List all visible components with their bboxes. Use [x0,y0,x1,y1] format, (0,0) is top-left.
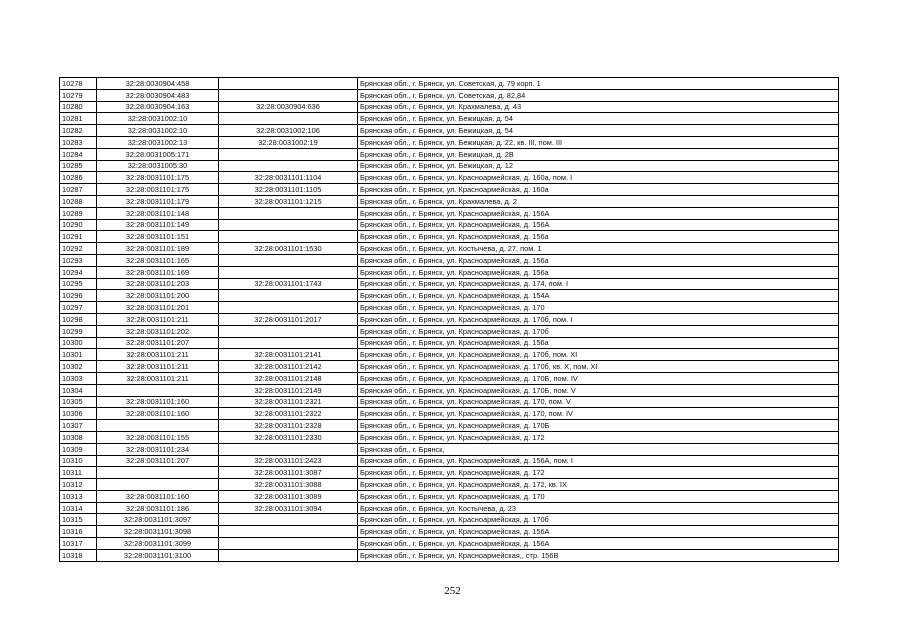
table-row [60,420,839,432]
row-number-cell: 10302 [60,361,97,373]
parcel-cadastral-cell: 32:28:0031101:3100 [97,549,219,561]
row-number-cell: 10309 [60,443,97,455]
parcel-cadastral-cell: 32:28:0031101:3098 [97,526,219,538]
parcel-cadastral-cell [97,467,219,479]
row-number-cell: 10316 [60,526,97,538]
table-row [60,479,839,491]
address-cell: Брянская обл., г. Брянск, ул. Советская, д. 79 корп. 1 [358,78,839,90]
parcel-cadastral-cell: 32:28:0031101:201 [97,302,219,314]
object-cadastral-cell [219,302,358,314]
address-cell: Брянская обл., г. Брянск, ул. Красноармейская, д. 156а [358,337,839,349]
object-cadastral-cell: 32:28:0031101:3094 [219,502,358,514]
address-cell: Брянская обл., г. Брянск, ул. Костычева, д. 23 [358,502,839,514]
table-row [60,278,839,290]
address-cell: Брянская обл., г. Брянск, ул. Бежицкая, д. 54 [358,125,839,137]
address-cell: Брянская обл., г. Брянск, ул. Красноармейская, д. 170 [358,302,839,314]
table-row [60,526,839,538]
parcel-cadastral-cell: 32:28:0030904:458 [97,78,219,90]
row-number-cell: 10290 [60,219,97,231]
table-row [60,136,839,148]
table-row [60,443,839,455]
object-cadastral-cell [219,337,358,349]
object-cadastral-cell: 32:28:0031101:2322 [219,408,358,420]
address-cell: Брянская обл., г. Брянск, ул. Красноармейская, д. 170б, пом. XI [358,349,839,361]
parcel-cadastral-cell: 32:28:0031002:13 [97,136,219,148]
address-cell: Брянская обл., г. Брянск, ул. Красноармейская, д. 170б [358,514,839,526]
table-row [60,349,839,361]
row-number-cell: 10278 [60,78,97,90]
object-cadastral-cell [219,78,358,90]
row-number-cell: 10306 [60,408,97,420]
object-cadastral-cell: 32:28:0031101:3089 [219,490,358,502]
address-cell: Брянская обл., г. Брянск, ул. Красноармейская, д. 160а [358,184,839,196]
row-number-cell: 10304 [60,384,97,396]
table-row [60,538,839,550]
parcel-cadastral-cell [97,384,219,396]
address-cell: Брянская обл., г. Брянск, ул. Крахмалева, д. 2 [358,195,839,207]
object-cadastral-cell [219,266,358,278]
table-row [60,290,839,302]
object-cadastral-cell [219,207,358,219]
parcel-cadastral-cell: 32:28:0031101:160 [97,408,219,420]
parcel-cadastral-cell: 32:28:0030904:163 [97,101,219,113]
row-number-cell: 10281 [60,113,97,125]
address-cell: Брянская обл., г. Брянск, ул. Красноармейская, д. 174, пом. I [358,278,839,290]
row-number-cell: 10289 [60,207,97,219]
table-row [60,148,839,160]
address-cell: Брянская обл., г. Брянск, ул. Красноармейская, д. 170Б, пом. V [358,384,839,396]
address-cell: Брянская обл., г. Брянск, ул. Красноармейская, д. 156А [358,207,839,219]
row-number-cell: 10292 [60,243,97,255]
parcel-cadastral-cell: 32:28:0031101:211 [97,349,219,361]
address-cell: Брянская обл., г. Брянск, ул. Красноармейская, д. 170, пом. IV [358,408,839,420]
table-row [60,78,839,90]
row-number-cell: 10282 [60,125,97,137]
parcel-cadastral-cell: 32:28:0031101:202 [97,325,219,337]
object-cadastral-cell: 32:28:0031101:2142 [219,361,358,373]
object-cadastral-cell: 32:28:0031101:2149 [219,384,358,396]
address-cell: Брянская обл., г. Брянск, ул. Красноармейская, д. 170б, кв. X, пом. XI [358,361,839,373]
object-cadastral-cell [219,231,358,243]
object-cadastral-cell: 32:28:0031101:2141 [219,349,358,361]
table-row [60,160,839,172]
table-row [60,384,839,396]
address-cell: Брянская обл., г. Брянск, ул. Красноармейская, д. 156А, пом. I [358,455,839,467]
object-cadastral-cell: 32:28:0030904:636 [219,101,358,113]
row-number-cell: 10291 [60,231,97,243]
row-number-cell: 10318 [60,549,97,561]
table-row [60,219,839,231]
table-row [60,431,839,443]
parcel-cadastral-cell: 32:28:0031101:179 [97,195,219,207]
object-cadastral-cell: 32:28:0031101:3087 [219,467,358,479]
row-number-cell: 10317 [60,538,97,550]
object-cadastral-cell: 32:28:0031101:1104 [219,172,358,184]
parcel-cadastral-cell [97,479,219,491]
address-cell: Брянская обл., г. Брянск, ул. Красноармейская, д. 170, пом. V [358,396,839,408]
address-cell: Брянская обл., г. Брянск, ул. Красноармейская, д. 170Б, пом. IV [358,372,839,384]
row-number-cell: 10313 [60,490,97,502]
address-cell: Брянская обл., г. Брянск, ул. Красноармейская, д. 156а [358,254,839,266]
parcel-cadastral-cell: 32:28:0031101:160 [97,396,219,408]
object-cadastral-cell: 32:28:0031101:3088 [219,479,358,491]
table-row [60,254,839,266]
parcel-cadastral-cell: 32:28:0031101:151 [97,231,219,243]
row-number-cell: 10315 [60,514,97,526]
parcel-cadastral-cell: 32:28:0031101:169 [97,266,219,278]
parcel-cadastral-cell: 32:28:0031101:148 [97,207,219,219]
object-cadastral-cell [219,148,358,160]
register-table-body [60,78,839,562]
table-row [60,549,839,561]
row-number-cell: 10297 [60,302,97,314]
parcel-cadastral-cell: 32:28:0031101:186 [97,502,219,514]
parcel-cadastral-cell: 32:28:0031101:149 [97,219,219,231]
object-cadastral-cell: 32:28:0031101:2148 [219,372,358,384]
object-cadastral-cell [219,290,358,302]
parcel-cadastral-cell: 32:28:0031101:203 [97,278,219,290]
parcel-cadastral-cell: 32:28:0031005:171 [97,148,219,160]
row-number-cell: 10314 [60,502,97,514]
page-number: 252 [444,585,461,597]
object-cadastral-cell: 32:28:0031101:2017 [219,313,358,325]
table-row [60,89,839,101]
address-cell: Брянская обл., г. Брянск, ул. Бежицкая, д. 54 [358,113,839,125]
address-cell: Брянская обл., г. Брянск, ул. Красноармейская, д. 160а, пом. I [358,172,839,184]
address-cell: Брянская обл., г. Брянск, ул. Красноармейская, д. 172 [358,467,839,479]
row-number-cell: 10312 [60,479,97,491]
address-cell: Брянская обл., г. Брянск, ул. Советская, д. 82,84 [358,89,839,101]
table-row [60,243,839,255]
table-row [60,207,839,219]
object-cadastral-cell [219,113,358,125]
parcel-cadastral-cell: 32:28:0031002:10 [97,113,219,125]
parcel-cadastral-cell: 32:28:0031101:175 [97,184,219,196]
table-row [60,113,839,125]
row-number-cell: 10308 [60,431,97,443]
address-cell: Брянская обл., г. Брянск, ул. Бежицкая, д. 12 [358,160,839,172]
row-number-cell: 10301 [60,349,97,361]
table-row [60,313,839,325]
register-table [59,77,839,562]
row-number-cell: 10295 [60,278,97,290]
object-cadastral-cell: 32:28:0031101:2328 [219,420,358,432]
table-row [60,172,839,184]
address-cell: Брянская обл., г. Брянск, ул. Красноармейская, д. 154А [358,290,839,302]
object-cadastral-cell [219,538,358,550]
parcel-cadastral-cell: 32:28:0031101:234 [97,443,219,455]
address-cell: Брянская обл., г. Брянск, ул. Красноармейская, д. 172, кв. IX [358,479,839,491]
object-cadastral-cell: 32:28:0031002:19 [219,136,358,148]
parcel-cadastral-cell: 32:28:0031101:211 [97,313,219,325]
address-cell: Брянская обл., г. Брянск, ул. Красноармейская, д. 156А [358,526,839,538]
parcel-cadastral-cell: 32:28:0031101:3099 [97,538,219,550]
object-cadastral-cell: 32:28:0031101:1105 [219,184,358,196]
parcel-cadastral-cell: 32:28:0031101:165 [97,254,219,266]
address-cell: Брянская обл., г. Брянск, ул. Красноармейская, д. 156А [358,538,839,550]
object-cadastral-cell: 32:28:0031101:2321 [219,396,358,408]
object-cadastral-cell [219,89,358,101]
address-cell: Брянская обл., г. Брянск, ул. Красноармейская, д. 156а [358,231,839,243]
parcel-cadastral-cell: 32:28:0031101:189 [97,243,219,255]
address-cell: Брянская обл., г. Брянск, ул. Красноармейская, д. 170б, пом. I [358,313,839,325]
object-cadastral-cell [219,254,358,266]
row-number-cell: 10296 [60,290,97,302]
table-row [60,302,839,314]
object-cadastral-cell: 32:28:0031101:2423 [219,455,358,467]
object-cadastral-cell [219,219,358,231]
parcel-cadastral-cell: 32:28:0031101:211 [97,372,219,384]
row-number-cell: 10288 [60,195,97,207]
row-number-cell: 10310 [60,455,97,467]
address-cell: Брянская обл., г. Брянск, ул. Красноармейская,, стр. 156В [358,549,839,561]
row-number-cell: 10293 [60,254,97,266]
address-cell: Брянская обл., г. Брянск, ул. Костычева, д. 27, пом. 1 [358,243,839,255]
object-cadastral-cell [219,160,358,172]
object-cadastral-cell [219,514,358,526]
table-row [60,490,839,502]
row-number-cell: 10285 [60,160,97,172]
object-cadastral-cell: 32:28:0031101:1215 [219,195,358,207]
parcel-cadastral-cell: 32:28:0031101:160 [97,490,219,502]
parcel-cadastral-cell: 32:28:0031101:207 [97,455,219,467]
table-row [60,372,839,384]
row-number-cell: 10298 [60,313,97,325]
address-cell: Брянская обл., г. Брянск, ул. Красноармейская, д. 156А [358,219,839,231]
table-row [60,184,839,196]
parcel-cadastral-cell: 32:28:0031005:30 [97,160,219,172]
table-row [60,514,839,526]
table-row [60,195,839,207]
address-cell: Брянская обл., г. Брянск, ул. Красноармейская, д. 170Б [358,420,839,432]
table-row [60,467,839,479]
row-number-cell: 10294 [60,266,97,278]
address-cell: Брянская обл., г. Брянск, ул. Бежицкая, д. 22, кв. III, пом. III [358,136,839,148]
object-cadastral-cell [219,526,358,538]
table-row [60,231,839,243]
address-cell: Брянская обл., г. Брянск, ул. Красноармейская, д. 170 [358,490,839,502]
object-cadastral-cell: 32:28:0031002:106 [219,125,358,137]
table-row [60,408,839,420]
row-number-cell: 10280 [60,101,97,113]
table-row [60,125,839,137]
row-number-cell: 10307 [60,420,97,432]
object-cadastral-cell: 32:28:0031101:2330 [219,431,358,443]
object-cadastral-cell [219,443,358,455]
address-cell: Брянская обл., г. Брянск, ул. Красноармейская, д. 170б [358,325,839,337]
table-row [60,266,839,278]
address-cell: Брянская обл., г. Брянск, ул. Бежицкая, д. 2В [358,148,839,160]
parcel-cadastral-cell: 32:28:0031101:200 [97,290,219,302]
address-cell: Брянская обл., г. Брянск, ул. Крахмалева, д. 43 [358,101,839,113]
parcel-cadastral-cell: 32:28:0031101:207 [97,337,219,349]
object-cadastral-cell [219,325,358,337]
parcel-cadastral-cell: 32:28:0030904:483 [97,89,219,101]
row-number-cell: 10311 [60,467,97,479]
parcel-cadastral-cell: 32:28:0031101:211 [97,361,219,373]
table-row [60,502,839,514]
table-row [60,337,839,349]
address-cell: Брянская обл., г. Брянск, ул. Красноармейская, д. 172 [358,431,839,443]
parcel-cadastral-cell: 32:28:0031002:10 [97,125,219,137]
address-cell: Брянская обл., г. Брянск, [358,443,839,455]
table-row [60,455,839,467]
object-cadastral-cell [219,549,358,561]
parcel-cadastral-cell: 32:28:0031101:175 [97,172,219,184]
parcel-cadastral-cell: 32:28:0031101:3097 [97,514,219,526]
table-row [60,325,839,337]
address-cell: Брянская обл., г. Брянск, ул. Красноармейская, д. 156а [358,266,839,278]
row-number-cell: 10300 [60,337,97,349]
object-cadastral-cell: 32:28:0031101:1743 [219,278,358,290]
parcel-cadastral-cell: 32:28:0031101:155 [97,431,219,443]
object-cadastral-cell: 32:28:0031101:1530 [219,243,358,255]
row-number-cell: 10287 [60,184,97,196]
table-row [60,396,839,408]
table-row [60,101,839,113]
row-number-cell: 10279 [60,89,97,101]
row-number-cell: 10284 [60,148,97,160]
row-number-cell: 10283 [60,136,97,148]
row-number-cell: 10305 [60,396,97,408]
row-number-cell: 10303 [60,372,97,384]
table-row [60,361,839,373]
row-number-cell: 10286 [60,172,97,184]
row-number-cell: 10299 [60,325,97,337]
parcel-cadastral-cell [97,420,219,432]
